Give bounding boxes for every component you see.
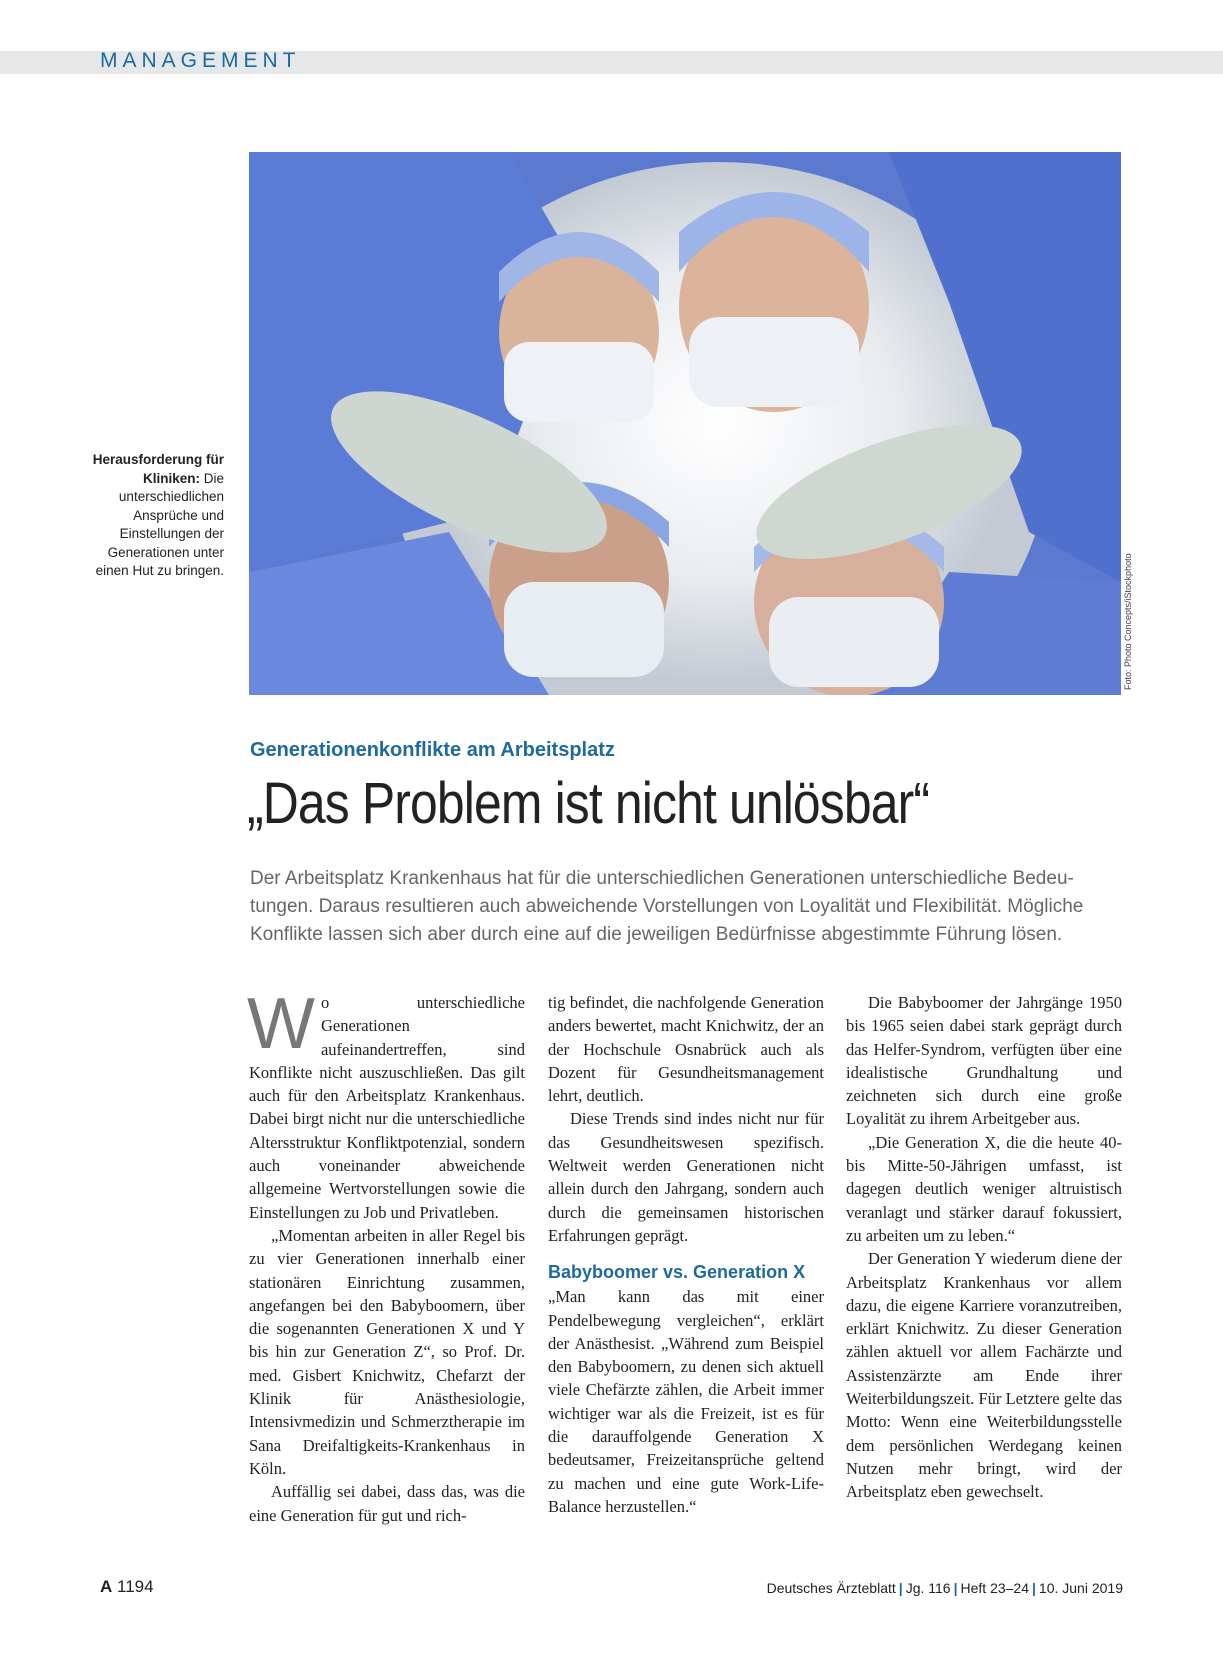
dropcap: W <box>247 984 315 1064</box>
journal-volume: Jg. 116 <box>905 1580 951 1596</box>
hero-photo <box>249 152 1121 695</box>
body-paragraph: „Momentan arbeiten in aller Regel bis zu vier Generationen innerhalb einer stationären Einrichtung zusammen, angefangen bei den Babyboomern, über die sogenannten Generationen X und Y bis hin zur Generation Z“, so Prof. Dr. med. Gisbert Knichwitz, Chefarzt der Klinik für Anästhesiologie, Intensivmedizin und Schmerztherapie im Sana Dreifaltigkeits-Krankenhaus in Köln. <box>249 1225 525 1478</box>
column-3 <box>846 991 1122 1504</box>
section-subhead: Babyboomer vs. Generation X <box>548 1262 806 1283</box>
journal-name: Deutsches Ärzteblatt <box>766 1580 896 1596</box>
photo-caption <box>90 451 224 581</box>
caption-text: Die unterschiedlichen Ansprüche und Einstellungen der Generationen unter einen Hut zu bringen. <box>95 470 224 578</box>
journal-date: 10. Juni 2019 <box>1038 1580 1123 1596</box>
article-kicker: Generationenkonflikte am Arbeitsplatz <box>250 739 615 761</box>
body-paragraph: Diese Trends sind indes nicht nur für das Gesundheitswesen spezifisch. Weltweit werden Generationen nicht allein durch den Jahrgang, sondern auch durch die gemeinsamen historischen Erfahrungen geprägt. <box>548 1109 824 1245</box>
column-2 <box>548 991 824 1518</box>
column-1 <box>247 984 525 1527</box>
article-lead <box>250 865 1130 949</box>
body-paragraph: tig befindet, die nachfolgende Generation anders bewertet, macht Knichwitz, der an der Hochschule Osnabrück auch als Dozent für Gesundheitsmanagement lehrt, deutlich. <box>548 993 824 1106</box>
article-headline: „Das Problem ist nicht unlösbar“ <box>247 771 930 836</box>
caption-bold: Herausforderung für Kliniken: <box>92 452 224 486</box>
page-prefix: A <box>100 1577 113 1596</box>
paragraph-text: o unterschiedliche Generationen aufeinandertreffen, sind Konflikte nicht auszuschließen. Das gilt auch für den Arbeitsplatz Krankenhaus. Dabei birgt nicht nur die unterschiedliche Altersstruktur Konfliktpotenzial, sondern auch voneinander abweichende allgemeine Wertvorstellungen sowie die Einstellungen zu Job und Privatleben. <box>249 993 525 1222</box>
body-paragraph: Die Babyboomer der Jahrgänge 1950 bis 1965 seien dabei stark geprägt durch das Helfer-Syndrom, verfügten über eine idealistische Grundhaltung und zeichneten sich durch eine große Loyalität zu ihrem Arbeitgeber aus. <box>846 993 1122 1129</box>
page-number-value: 1194 <box>117 1577 154 1596</box>
body-paragraph: „Die Generation X, die die heute 40- bis Mitte-50-Jährigen umfasst, ist dagegen deutlich weniger altruistisch veranlagt und stärker darauf fokussiert, zu arbeiten um zu leben.“ <box>846 1132 1122 1245</box>
section-label: MANAGEMENT <box>100 49 301 72</box>
body-paragraph <box>247 984 525 1224</box>
footer-separator: | <box>898 1580 903 1596</box>
journal-footer <box>767 1580 1123 1596</box>
journal-issue: Heft 23–24 <box>960 1580 1029 1596</box>
body-paragraph: Der Generation Y wiederum diene der Arbeitsplatz Krankenhaus vor allem dazu, die eigene Karriere voranzutreiben, erklärt Knichwitz. Zu dieser Generation zählen aktuell vor allem Fachärzte und Assistenzärzte am Ende ihrer Weiterbildungszeit. Für Letztere gelte das Motto: Wenn eine Weiterbildungsstelle dem persönlichen Werdegang keinen Nutzen mehr bringt, wird der Arbeitsplatz eben gewechselt. <box>846 1249 1122 1502</box>
footer-separator: | <box>953 1580 958 1596</box>
page-number <box>100 1577 154 1597</box>
photo-credit: Foto: Photo Concepts/iStockphoto <box>1123 553 1133 690</box>
surgeons-illustration <box>249 152 1121 695</box>
lead-line: tungen. Daraus resultieren auch abweichende Vorstellungen von Loyalität und Flexibilität. Mögliche <box>250 896 1084 917</box>
body-paragraph: Auffällig sei dabei, dass das, was die eine Generation für gut und rich- <box>249 1482 525 1525</box>
lead-line: Konflikte lassen sich aber durch eine auf die jeweiligen Bedürfnisse abgestimmte Führung lösen. <box>250 924 1063 945</box>
body-paragraph: „Man kann das mit einer Pendelbewegung vergleichen“, erklärt der Anästhesist. „Während zum Beispiel den Babyboomern, zu denen sich aktuell viele Chefärzte zählen, die Arbeit immer wichtiger war als die Freizeit, ist es für die darauffolgende Generation X bedeutsamer, Freizeitansprüche geltend zu machen und eine gute Work-Life-Balance herzustellen.“ <box>548 1287 824 1516</box>
lead-line: Der Arbeitsplatz Krankenhaus hat für die unterschiedlichen Generationen unterschiedliche Bedeu- <box>250 868 1074 889</box>
footer-separator: | <box>1032 1580 1036 1596</box>
